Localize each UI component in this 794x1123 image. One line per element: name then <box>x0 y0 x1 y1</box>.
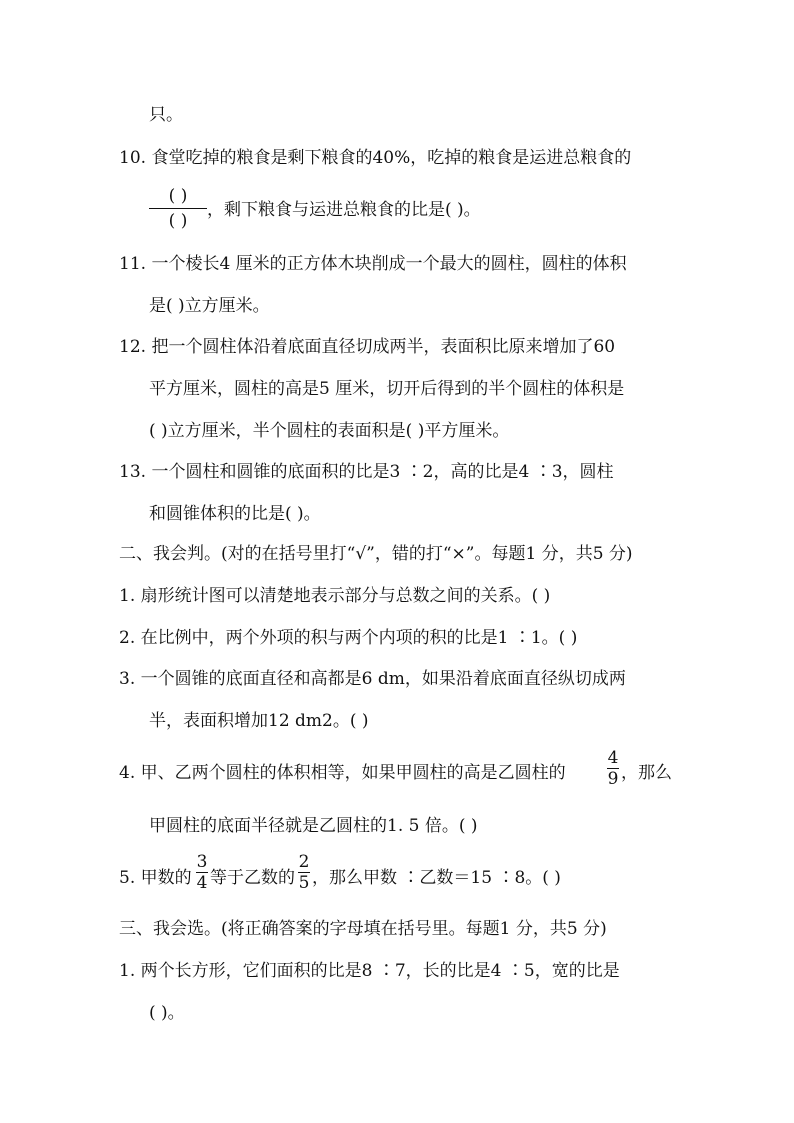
question-11: 11. 一个棱长4 厘米的正方体木块削成一个最大的圆柱，圆柱的体积 <box>119 254 627 274</box>
fraction-denominator: 4 <box>196 873 208 893</box>
blank-fraction-numerator: ( ) <box>168 186 188 206</box>
fraction-numerator: 2 <box>298 852 310 872</box>
fraction-bar <box>149 208 207 209</box>
question-13: 13. 一个圆柱和圆锥的底面积的比是3 ∶2，高的比是4 ∶3，圆柱 <box>119 462 614 482</box>
judge-3: 3. 一个圆锥的底面直径和高都是6 dm，如果沿着底面直径纵切成两 <box>119 669 626 689</box>
choice-1: 1. 两个长方形，它们面积的比是8 ∶7，长的比是4 ∶5，宽的比是 <box>119 961 620 981</box>
judge-2: 2. 在比例中，两个外项的积与两个内项的积的比是1 ∶1。( ) <box>119 628 578 648</box>
judge-1: 1. 扇形统计图可以清楚地表示部分与总数之间的关系。( ) <box>119 586 551 606</box>
question-12-cont-2: ( )立方厘米，半个圆柱的表面积是( )平方厘米。 <box>149 421 510 441</box>
judge-4: 4. 甲、乙两个圆柱的体积相等，如果甲圆柱的高是乙圆柱的 <box>119 763 566 783</box>
judge-5-b: 等于乙数的 <box>210 868 295 888</box>
judge-4-end: ，那么 <box>621 763 672 783</box>
question-13-cont: 和圆锥体积的比是( )。 <box>149 504 321 524</box>
fraction-denominator: 9 <box>607 769 619 789</box>
section-3-heading: 三、我会选。(将正确答案的字母填在括号里。每题1 分，共5 分) <box>119 919 607 939</box>
question-12-cont-1: 平方厘米，圆柱的高是5 厘米，切开后得到的半个圆柱的体积是 <box>149 379 625 399</box>
judge-5-c: ，那么甲数 ∶乙数＝15 ∶8。( ) <box>312 868 561 888</box>
blank-fraction <box>149 186 207 231</box>
line-1: 只。 <box>149 105 183 125</box>
section-2-heading: 二、我会判。(对的在括号里打“√”，错的打“×”。每题1 分，共5 分) <box>119 544 633 564</box>
question-10-cont: ，剩下粮食与运进总粮食的比是( )。 <box>207 200 481 220</box>
fraction-2-5 <box>298 853 310 892</box>
fraction-3-4 <box>196 853 208 892</box>
fraction-4-9 <box>607 749 619 788</box>
judge-5-a: 5. 甲数的 <box>119 868 192 888</box>
blank-fraction-denominator: ( ) <box>168 211 188 231</box>
question-11-cont: 是( )立方厘米。 <box>149 296 270 316</box>
judge-4-cont: 甲圆柱的底面半径就是乙圆柱的1. 5 倍。( ) <box>149 816 478 836</box>
judge-3-cont: 半，表面积增加12 dm2。( ) <box>149 711 369 731</box>
question-12: 12. 把一个圆柱体沿着底面直径切成两半，表面积比原来增加了60 <box>119 337 616 357</box>
choice-1-cont: ( )。 <box>149 1003 185 1023</box>
fraction-numerator: 3 <box>196 852 208 872</box>
fraction-numerator: 4 <box>607 748 619 768</box>
fraction-denominator: 5 <box>298 873 310 893</box>
question-10: 10. 食堂吃掉的粮食是剩下粮食的40%，吃掉的粮食是运进总粮食的 <box>119 148 632 168</box>
